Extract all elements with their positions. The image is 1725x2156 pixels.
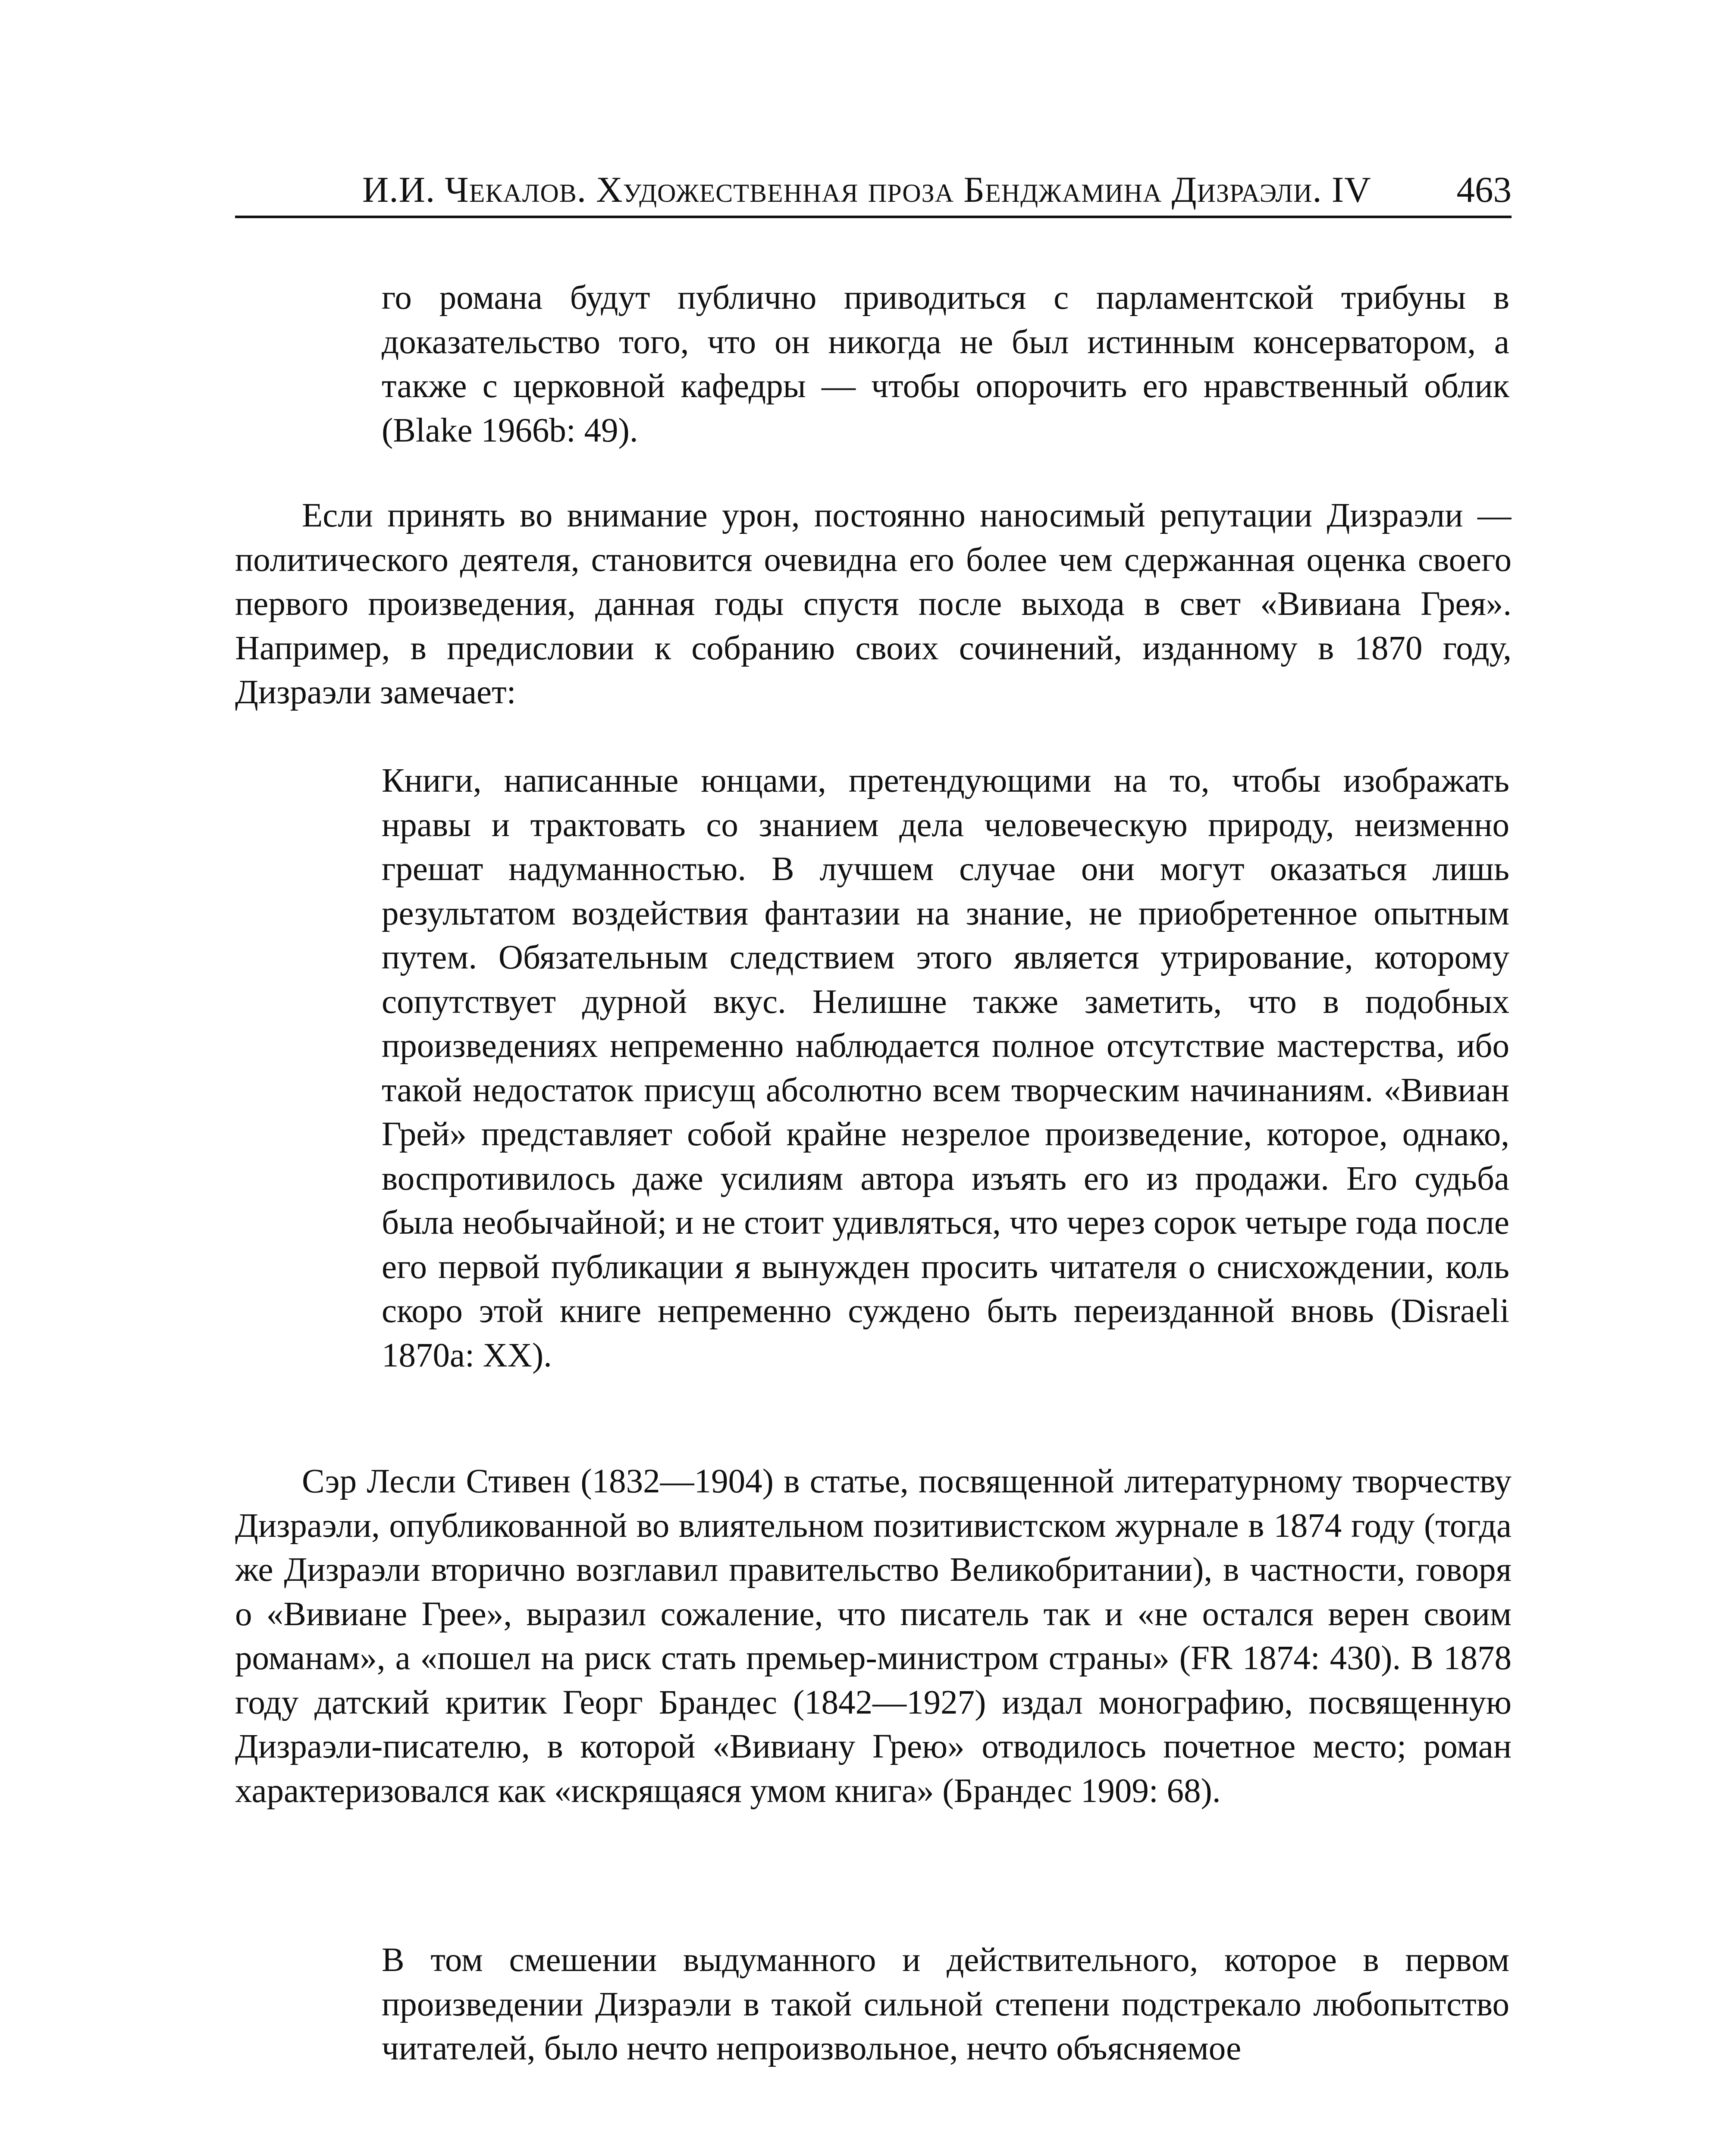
quote-continuation-paragraph: го романа будут публично приводиться с парламентской трибуны в доказательство того, что он никогда не был истинным консерватором, а также с церковной кафедры — чтобы опорочить его нравственный облик (Blake 1966b: 49). — [382, 279, 1509, 449]
body-paragraph: Если принять во внимание урон, постоянно наносимый репутации Дизраэли — политического деятеля, становится очевидна его более чем сдержанная оценка своего первого произведения, данная годы спустя после выхода в свет «Вивиана Грея». Например, в предисловии к собранию своих сочинений, изданному в 1870 году, Дизраэли замечает: — [235, 497, 1512, 711]
block-quote-paragraph: В том смешении выдуманного и действительного, которое в первом произведении Дизраэли в такой сильной степени подстрекало любопытство читателей, было нечто непроизвольное, нечто объясняемое — [382, 1941, 1509, 2067]
body-paragraph: Сэр Лесли Стивен (1832—1904) в статье, посвященной литературному творчеству Дизраэли, опубликованной во влиятельном позитивистском журнале в 1874 году (тогда же Дизраэли вторично возглавил правительство Великобритании), в частности, говоря о «Вивиане Грее», выразил сожаление, что писатель так и «не остался верен своим романам», а «пошел на риск стать премьер-министром страны» (FR 1874: 430). В 1878 году датский критик Георг Брандес (1842—1927) издал монографию, посвященную Дизраэли-писателю, в которой «Вивиану Грею» отводилось почетное место; роман характеризовался как «искрящаяся умом книга» (Брандес 1909: 68). — [235, 1463, 1512, 1810]
block-quote-paragraph: Книги, написанные юнцами, претендующими на то, чтобы изображать нравы и трактовать со знанием дела человеческую природу, неизменно грешат надуманностью. В лучшем случае они могут оказаться лишь результатом воздействия фантазии на знание, не приобретенное опытным путем. Обязательным следствием этого является утрирование, которому сопутствует дурной вкус. Нелишне также заметить, что в подобных произведениях непременно наблюдается полное отсутствие мастерства, ибо такой недостаток присущ абсолютно всем творческим начинаниям. «Вивиан Грей» представляет собой крайне незрелое произведение, которое, однако, воспротивилось даже усилиям автора изъять его из продажи. Его судьба была необычайной; и не стоит удивляться, что через сорок четыре года после его первой публикации я вынужден просить читателя о снисхождении, коль скоро этой книге непременно суждено быть переизданной вновь (Disraeli 1870a: XX). — [382, 762, 1509, 1374]
page-number: 463 — [1456, 169, 1512, 210]
running-title: И.И. Чекалов. Художественная проза Бенджамина Дизраэли. IV — [362, 169, 1371, 210]
running-header — [235, 164, 1512, 218]
